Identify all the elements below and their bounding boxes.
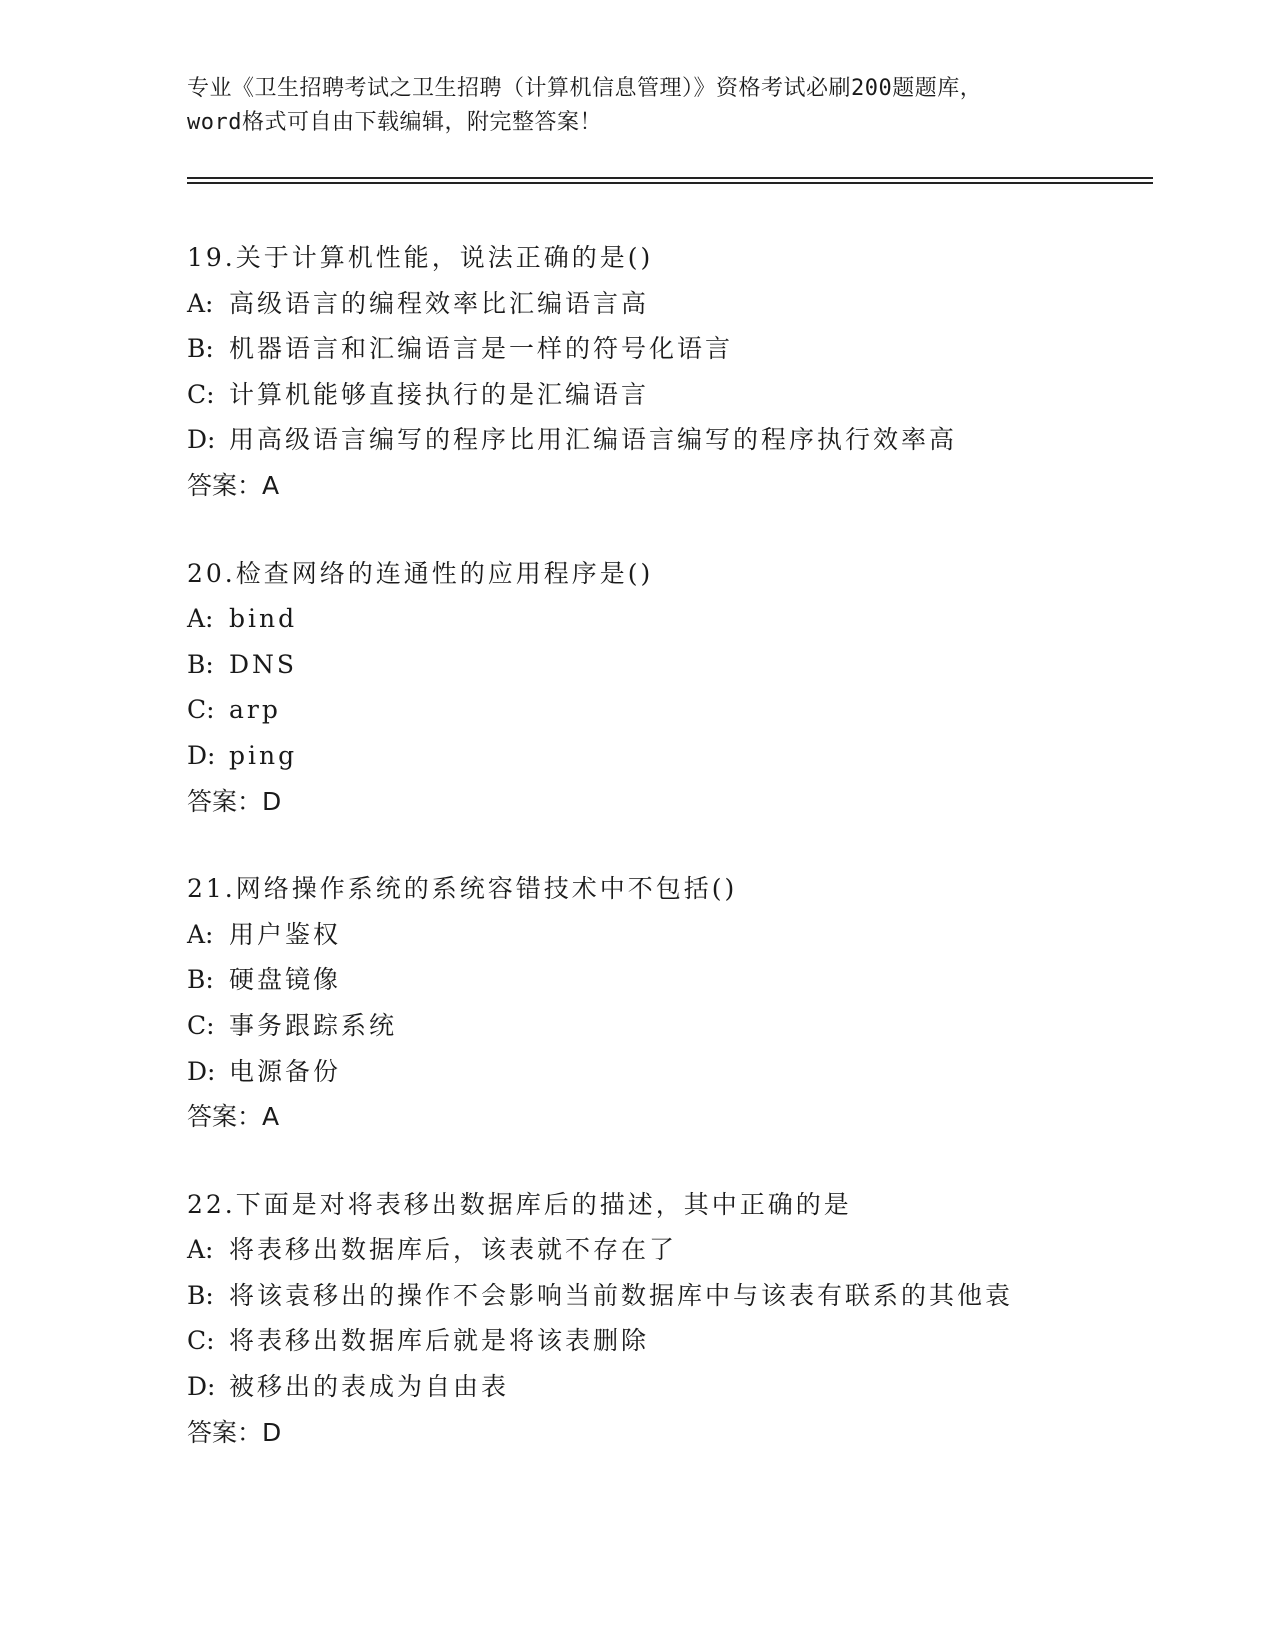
option-text: 电源备份 [229,1056,342,1086]
option-text: DNS [229,649,298,679]
option-text: 用户鉴权 [229,919,342,949]
answer: 答案：A [187,1102,280,1132]
option-d [187,733,1187,779]
option-text: 机器语言和汇编语言是一样的符号化语言 [229,334,734,364]
option-letter: C: [187,379,215,409]
option-text: 高级语言的编程效率比汇编语言高 [229,288,650,318]
option-d [187,1364,1187,1410]
answer: 答案：A [187,470,280,500]
option-letter: C: [187,1010,215,1040]
option-letter: D: [187,425,216,455]
option-b [187,642,1187,688]
option-letter: B: [187,334,214,364]
option-text: 将表移出数据库后就是将该表删除 [229,1326,650,1356]
header-line-1: 专业《卫生招聘考试之卫生招聘（计算机信息管理）》资格考试必刷200题题库， [187,76,983,101]
option-letter: A: [187,1235,214,1265]
option-letter: D: [187,1056,216,1086]
option-a [187,281,1187,327]
option-text: ping [229,740,298,770]
option-c [187,372,1187,418]
option-c [187,1003,1187,1049]
option-text: 被移出的表成为自由表 [229,1372,510,1402]
option-text: arp [229,695,281,725]
option-d [187,417,1187,463]
question-19 [187,235,1187,509]
option-a [187,1227,1187,1273]
question-21 [187,866,1187,1140]
option-text: bind [229,604,298,634]
option-letter: B: [187,965,214,995]
header-divider-top [187,177,1153,179]
question-list [187,235,1187,1497]
option-letter: C: [187,695,215,725]
option-c [187,687,1187,733]
option-text: 用高级语言编写的程序比用汇编语言编写的程序执行效率高 [229,425,958,455]
option-letter: D: [187,740,216,770]
question-20 [187,551,1187,825]
option-a [187,596,1187,642]
option-letter: A: [187,604,214,634]
question-22 [187,1182,1187,1456]
header-divider-bottom [187,182,1153,184]
question-stem: 22.下面是对将表移出数据库后的描述，其中正确的是 [187,1189,852,1219]
option-b [187,1273,1187,1319]
option-b [187,957,1187,1003]
option-letter: A: [187,919,214,949]
option-text: 将该袁移出的操作不会影响当前数据库中与该表有联系的其他袁 [229,1280,1014,1310]
option-c [187,1318,1187,1364]
option-text: 将表移出数据库后，该表就不存在了 [229,1235,678,1265]
option-b [187,326,1187,372]
option-letter: A: [187,288,214,318]
option-letter: B: [187,649,214,679]
option-d [187,1049,1187,1095]
answer: 答案：D [187,786,282,816]
document-header [187,72,1087,140]
option-text: 计算机能够直接执行的是汇编语言 [229,379,650,409]
question-stem: 21.网络操作系统的系统容错技术中不包括() [187,874,738,904]
option-letter: B: [187,1280,214,1310]
option-letter: C: [187,1326,215,1356]
question-stem: 20.检查网络的连通性的应用程序是() [187,558,654,588]
answer: 答案：D [187,1417,282,1447]
option-text: 事务跟踪系统 [229,1010,398,1040]
option-text: 硬盘镜像 [229,965,342,995]
option-letter: D: [187,1372,216,1402]
header-line-2: word格式可自由下载编辑，附完整答案！ [187,110,602,135]
question-stem: 19.关于计算机性能，说法正确的是() [187,243,654,272]
option-a [187,912,1187,958]
